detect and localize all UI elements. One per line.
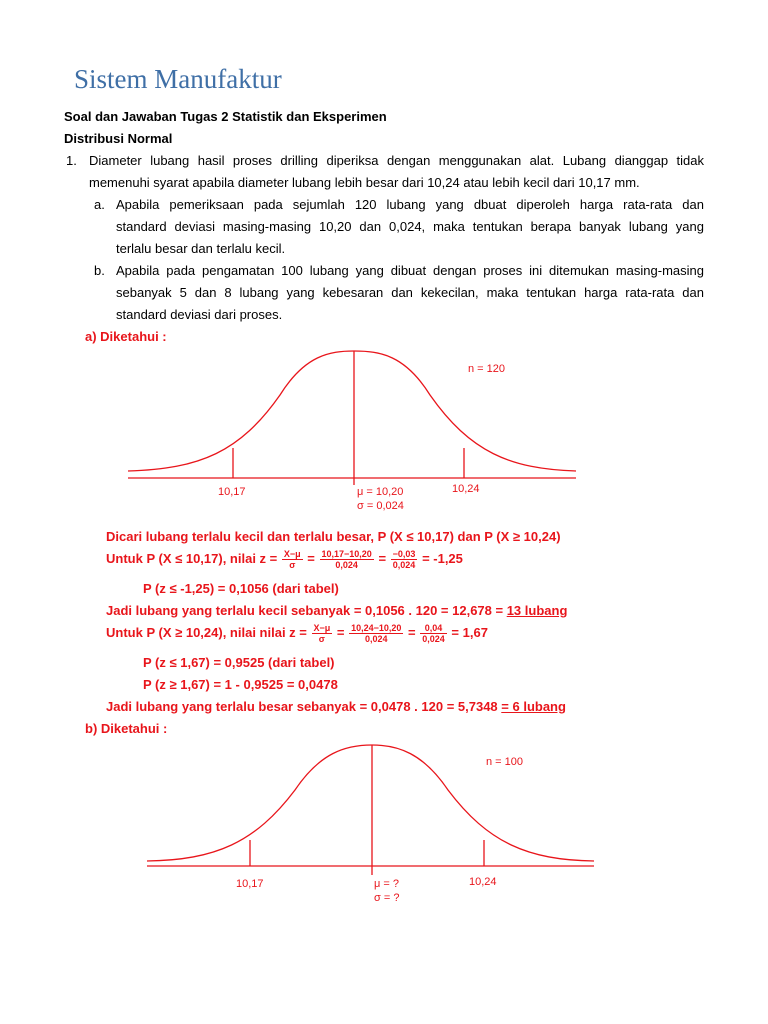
fraction: $\frac{10,17-10,20}{0,024}$ bbox=[321, 549, 372, 570]
fraction: $\frac{0,04}{0,024}$ bbox=[422, 623, 445, 644]
sample-size-label: n = 120 bbox=[468, 363, 506, 375]
solution-b-label: b) Diketahui : bbox=[85, 721, 168, 736]
solution-answer-line: Jadi lubang yang terlalu besar sebanyak = 0,0478 . 120 = 5,7348 = 6 lubang bbox=[106, 699, 566, 714]
z-formula-result: = -1,25 bbox=[422, 550, 463, 566]
subquestion-text-line: sebanyak 5 dan 8 lubang yang kebesaran dan kekecilan, maka tentukan harga rata-rata dan bbox=[116, 285, 704, 300]
solution-line: P (z ≥ 1,67) = 1 - 0,9525 = 0,0478 bbox=[143, 677, 338, 692]
fraction: $\frac{-0,03}{0,024}$ bbox=[392, 549, 416, 570]
sigma-label: σ = 0,024 bbox=[357, 500, 404, 512]
lower-limit-label: 10,17 bbox=[236, 878, 264, 890]
bell-curve bbox=[128, 351, 576, 471]
solution-answer-line: Jadi lubang yang terlalu kecil sebanyak = 0,1056 . 120 = 12,678 = 13 lubang bbox=[106, 603, 568, 618]
question-number: 1. bbox=[66, 153, 77, 168]
fraction: $\frac{X-\mu}{\sigma}$ bbox=[313, 623, 331, 644]
z-formula-line-1: Untuk P (X ≤ 10,17), nilai z = $\frac{X-\mu}{\sigma}$ = $\frac{10,17-10,20}{0,024}$ = $\frac{-0,03}{0,024}$ = -1,25 bbox=[106, 549, 463, 570]
subquestion-text-line: standard deviasi dari proses. bbox=[116, 307, 283, 322]
z-formula-line-2: Untuk P (X ≥ 10,24), nilai nilai z = $\frac{X-\mu}{\sigma}$ = $\frac{10,24-10,20}{0,024}$ = $\frac{0,04}{0,024}$ = 1,67 bbox=[106, 623, 488, 644]
subquestion-text-line: terlalu besar dan terlalu kecil. bbox=[116, 241, 286, 256]
normal-curve-figure-a bbox=[0, 340, 768, 520]
z-formula-result: = 1,67 bbox=[451, 624, 488, 640]
bell-curve bbox=[147, 745, 594, 861]
question-text-line: Diameter lubang hasil proses drilling diperiksa dengan menggunakan alat. Lubang dianggap tidak bbox=[89, 153, 704, 168]
answer-value: = 6 lubang bbox=[501, 699, 566, 714]
subquestion-marker: b. bbox=[94, 263, 105, 278]
solution-a-label: a) Diketahui : bbox=[85, 329, 167, 344]
answer-value: 13 lubang bbox=[506, 603, 568, 618]
mean-label: μ = ? bbox=[374, 878, 399, 890]
normal-curve-figure-b bbox=[0, 735, 768, 915]
page-header-title: Sistem Manufaktur bbox=[74, 64, 282, 94]
question-text-line: memenuhi syarat apabila diameter lubang lebih besar dari 10,24 atau lebih kecil dari 10,17 mm. bbox=[89, 175, 640, 190]
solution-line: P (z ≤ 1,67) = 0,9525 (dari tabel) bbox=[143, 655, 335, 670]
mean-label: μ = 10,20 bbox=[357, 486, 404, 498]
section-heading: Distribusi Normal bbox=[64, 131, 173, 146]
solution-line: Dicari lubang terlalu kecil dan terlalu besar, P (X ≤ 10,17) dan P (X ≥ 10,24) bbox=[106, 529, 561, 544]
subquestion-text-line: Apabila pemeriksaan pada sejumlah 120 lubang yang dbuat diperoleh harga rata-rata dan bbox=[116, 197, 704, 212]
subquestion-text-line: standard deviasi masing-masing 10,20 dan 0,024, maka tentukan berapa banyak lubang yang bbox=[116, 219, 704, 234]
z-formula-prefix: Untuk P (X ≤ 10,17), nilai z = bbox=[106, 550, 278, 566]
sample-size-label: n = 100 bbox=[486, 756, 524, 768]
doc-heading: Soal dan Jawaban Tugas 2 Statistik dan Eksperimen bbox=[64, 109, 387, 124]
subquestion-text-line: Apabila pada pengamatan 100 lubang yang dibuat dengan proses ini ditemukan masing-masing bbox=[116, 263, 704, 278]
upper-limit-label: 10,24 bbox=[469, 876, 497, 888]
fraction: $\frac{X-\mu}{\sigma}$ bbox=[283, 549, 301, 570]
lower-limit-label: 10,17 bbox=[218, 486, 246, 498]
fraction: $\frac{10,24-10,20}{0,024}$ bbox=[351, 623, 402, 644]
sigma-label: σ = ? bbox=[374, 892, 400, 904]
subquestion-marker: a. bbox=[94, 197, 105, 212]
upper-limit-label: 10,24 bbox=[452, 483, 480, 495]
solution-line: P (z ≤ -1,25) = 0,1056 (dari tabel) bbox=[143, 581, 339, 596]
z-formula-prefix: Untuk P (X ≥ 10,24), nilai nilai z = bbox=[106, 624, 307, 640]
